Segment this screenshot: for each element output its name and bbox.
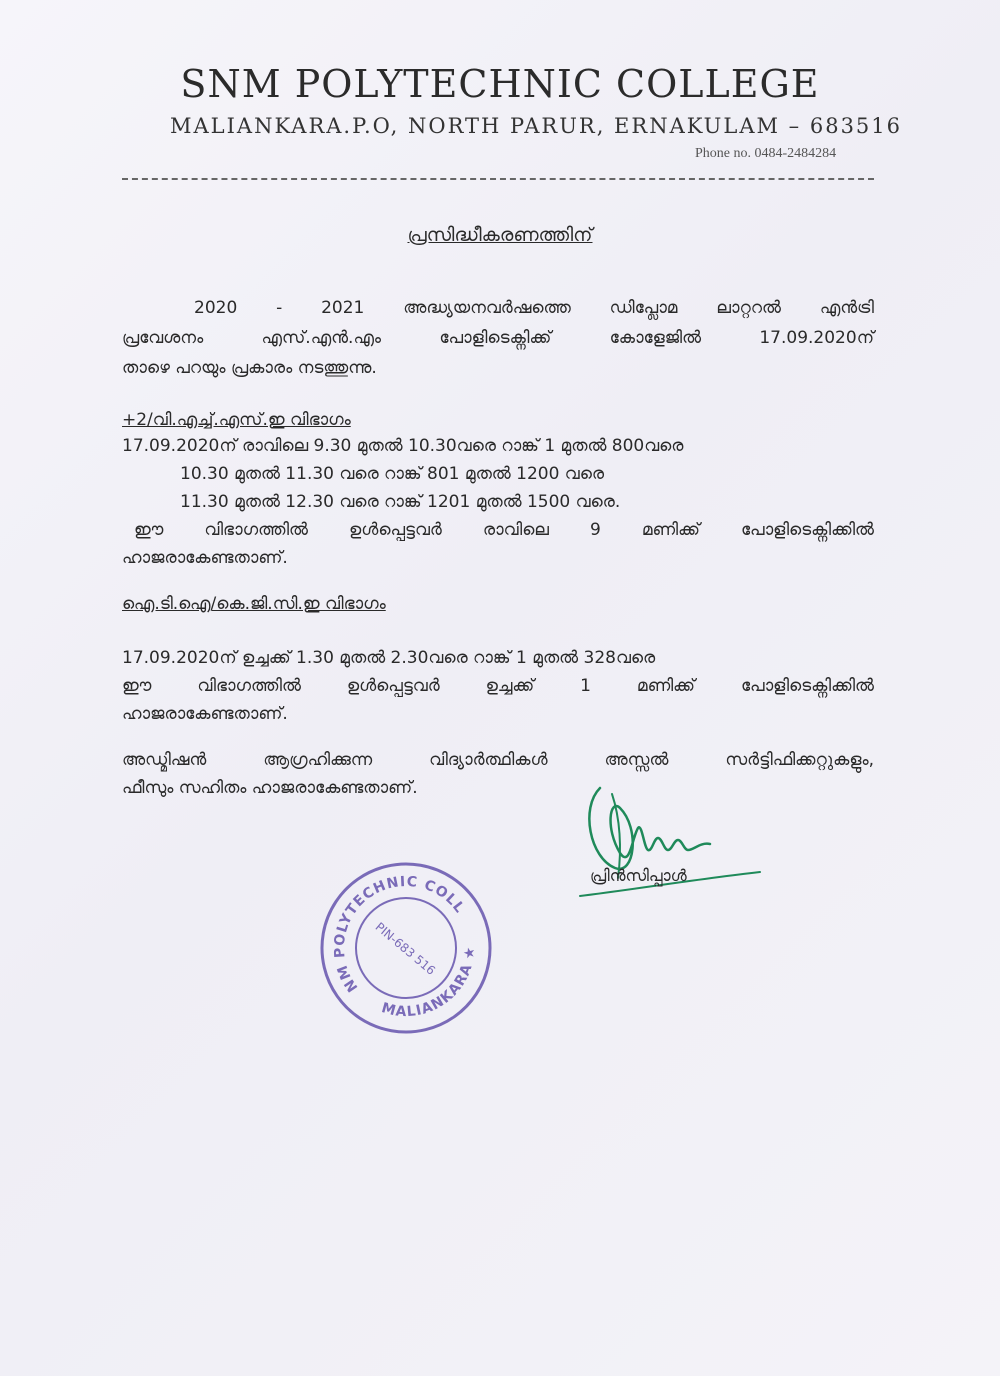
college-address: MALIANKARA.P.O, NORTH PARUR, ERNAKULAM – 683516 [170,114,903,138]
section2-line-3: ഹാജരാകേണ്ടതാണ്. [122,704,288,724]
seal-center: PIN-683 516 [372,919,439,978]
college-name: SNM POLYTECHNIC COLLEGE [180,62,820,106]
section1-line-3: 11.30 മുതൽ 12.30 വരെ റാങ്ക് 1201 മുതൽ 1500 വരെ. [180,492,621,512]
section1-line-5: ഹാജരാകേണ്ടതാണ്. [122,548,288,568]
principal-signature [560,768,770,908]
section1-line-2: 10.30 മുതൽ 11.30 വരെ റാങ്ക് 801 മുതൽ 1200 വരെ [180,464,605,484]
intro-line-2: പ്രവേശനം എസ്.എൻ.എം പോളിടെക്നിക്ക് കോളേജിൽ 17.09.2020ന് [122,328,874,348]
section1-line-4: ഈ വിഭാഗത്തിൽ ഉൾപ്പെട്ടവർ രാവിലെ 9 മണിക്ക് പോളിടെക്നിക്കിൽ [134,520,874,540]
section2-line-1: 17.09.2020ന് ഉച്ചക്ക് 1.30 മുതൽ 2.30വരെ റാങ്ക് 1 മുതൽ 328വരെ [122,648,656,668]
seal-ring-bottom: MALIANKARA ★ [379,945,479,1021]
section1-line-1: 17.09.2020ന് രാവിലെ 9.30 മുതൽ 10.30വരെ റാങ്ക് 1 മുതൽ 800വരെ [122,436,684,456]
section1-heading-wrap [122,408,874,432]
section2-heading: ഐ.ടി.ഐ/കെ.ജി.സി.ഇ വിഭാഗം [122,594,386,614]
section1-heading: +2/വി.എച്ച്.എസ്.ഇ വിഭാഗം [122,410,351,430]
header-divider [122,178,874,180]
college-seal [316,858,496,1038]
notice-title: പ്രസിദ്ധീകരണത്തിന് [407,224,593,246]
closing-line-2: ഫീസും സഹിതം ഹാജരാകേണ്ടതാണ്. [122,778,418,798]
closing-line-1: അഡ്മിഷൻ ആഗ്രഹിക്കുന്ന വിദ്യാർത്ഥികൾ അസ്സൽ സർട്ടിഫിക്കറ്റുകളും, [122,750,874,770]
principal-label: പ്രിൻസിപ്പാൾ [590,866,687,885]
seal-ring-top: SNM POLYTECHNIC COLLEGE [331,873,468,995]
intro-line-1: 2020 - 2021 അദ്ധ്യയനവർഷത്തെ ഡിപ്ലോമ ലാറ്ററൽ എൻട്രി [194,298,874,318]
section2-line-2: ഈ വിഭാഗത്തിൽ ഉൾപ്പെട്ടവർ ഉച്ചക്ക് 1 മണിക്ക് പോളിടെക്നിക്കിൽ [122,676,874,696]
college-phone: Phone no. 0484-2484284 [695,146,837,161]
intro-line-3: താഴെ പറയും പ്രകാരം നടത്തുന്നു. [122,358,377,378]
section2-heading-wrap [122,592,874,616]
